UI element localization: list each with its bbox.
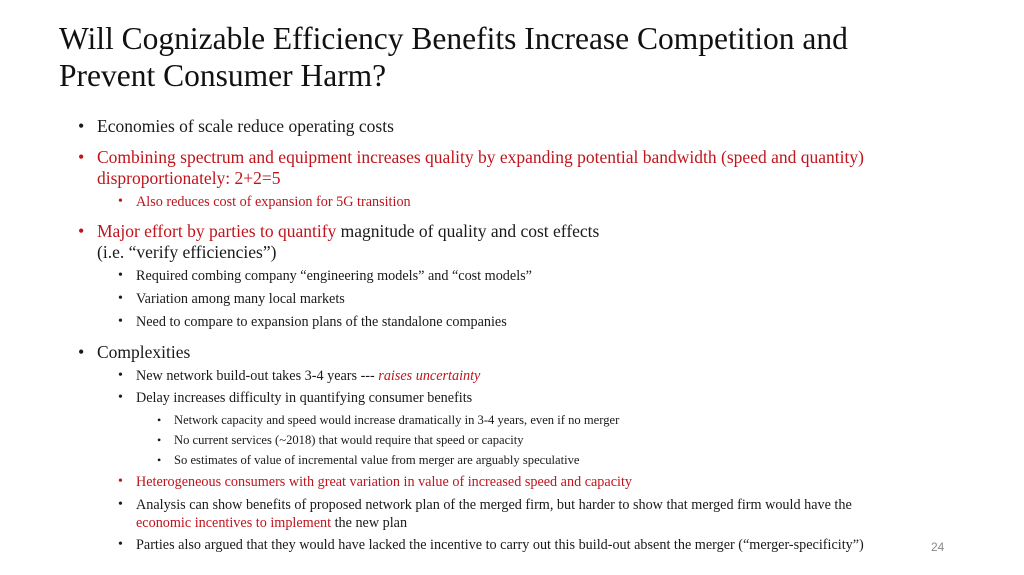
sub-bullet-merger-specificity: [118, 536, 864, 554]
sub-sub-bullet-estimates: [157, 452, 580, 468]
bullet-text-line-1: Analysis can show benefits of proposed network plan of the merged firm, but harder to show that merged firm would have the: [136, 497, 852, 513]
bullet-text-red: economic incentives to implement: [136, 515, 332, 531]
bullet-dot: •: [78, 221, 85, 241]
sub-bullet-delay: [118, 389, 473, 407]
bullet-combining-spectrum: [78, 147, 864, 189]
bullet-dot: •: [118, 474, 123, 489]
sub-bullet-local-markets: [118, 290, 345, 308]
bullet-text-rest: the new plan: [331, 515, 408, 531]
bullet-text: Also reduces cost of expansion for 5G transition: [136, 194, 411, 210]
bullet-text-red: raises uncertainty: [378, 368, 481, 384]
page-number: 24: [931, 540, 945, 554]
title-line-1: Will Cognizable Efficiency Benefits Increase Competition and: [59, 21, 848, 56]
bullet-dot: •: [78, 147, 85, 167]
bullet-text: Variation among many local markets: [136, 291, 345, 307]
sub-sub-bullet-no-services: [157, 432, 524, 448]
bullet-dot: •: [78, 116, 85, 136]
bullet-text-line-2: (i.e. “verify efficiencies”): [97, 242, 277, 262]
sub-bullet-expansion-plans: [118, 313, 507, 331]
bullet-text-line-1: Combining spectrum and equipment increases quality by expanding potential bandwidth (speed and quantity): [97, 147, 864, 167]
bullet-economies: [78, 116, 394, 137]
bullet-major-effort: [78, 221, 600, 263]
sub-bullet-models: [118, 267, 532, 285]
bullet-dot: •: [118, 291, 123, 306]
bullet-text: New network build-out takes 3-4 years ---: [136, 368, 379, 384]
bullet-text: So estimates of value of incremental value from merger are arguably speculative: [174, 453, 580, 467]
bullet-dot: •: [157, 413, 162, 427]
bullet-text-red: Major effort by parties to quantify: [97, 221, 337, 241]
bullet-text: No current services (~2018) that would require that speed or capacity: [174, 433, 524, 447]
bullet-dot: •: [118, 194, 123, 209]
bullet-dot: •: [118, 314, 123, 329]
bullet-text: Parties also argued that they would have lacked the incentive to carry out this build-out absent the merger (“merger-specificity”): [136, 537, 864, 553]
bullet-dot: •: [118, 268, 123, 283]
sub-bullet-heterogeneous: [118, 473, 632, 491]
sub-bullet-5g: [118, 193, 411, 211]
bullet-dot: •: [157, 453, 162, 467]
bullet-text: Network capacity and speed would increase dramatically in 3-4 years, even if no merger: [174, 413, 620, 427]
slide-title: [59, 20, 989, 94]
bullet-text: Need to compare to expansion plans of the standalone companies: [136, 314, 507, 330]
bullet-dot: •: [118, 497, 123, 512]
title-line-2: Prevent Consumer Harm?: [59, 58, 387, 93]
bullet-text: Economies of scale reduce operating costs: [97, 116, 394, 136]
bullet-dot: •: [157, 433, 162, 447]
bullet-complexities: [78, 342, 191, 363]
bullet-dot: •: [118, 537, 123, 552]
bullet-dot: •: [78, 342, 85, 362]
bullet-text: Complexities: [97, 342, 191, 362]
sub-sub-bullet-capacity: [157, 412, 620, 428]
bullet-dot: •: [118, 390, 123, 405]
sub-bullet-analysis: [118, 496, 852, 532]
bullet-text-rest: magnitude of quality and cost effects: [336, 221, 600, 241]
sub-bullet-build-out: [118, 367, 481, 385]
bullet-text: Required combing company “engineering models” and “cost models”: [136, 268, 532, 284]
bullet-text: Delay increases difficulty in quantifying consumer benefits: [136, 390, 473, 406]
bullet-text: Heterogeneous consumers with great variation in value of increased speed and capacity: [136, 474, 632, 490]
bullet-dot: •: [118, 368, 123, 383]
bullet-text-line-2: disproportionately: 2+2=5: [97, 168, 281, 188]
